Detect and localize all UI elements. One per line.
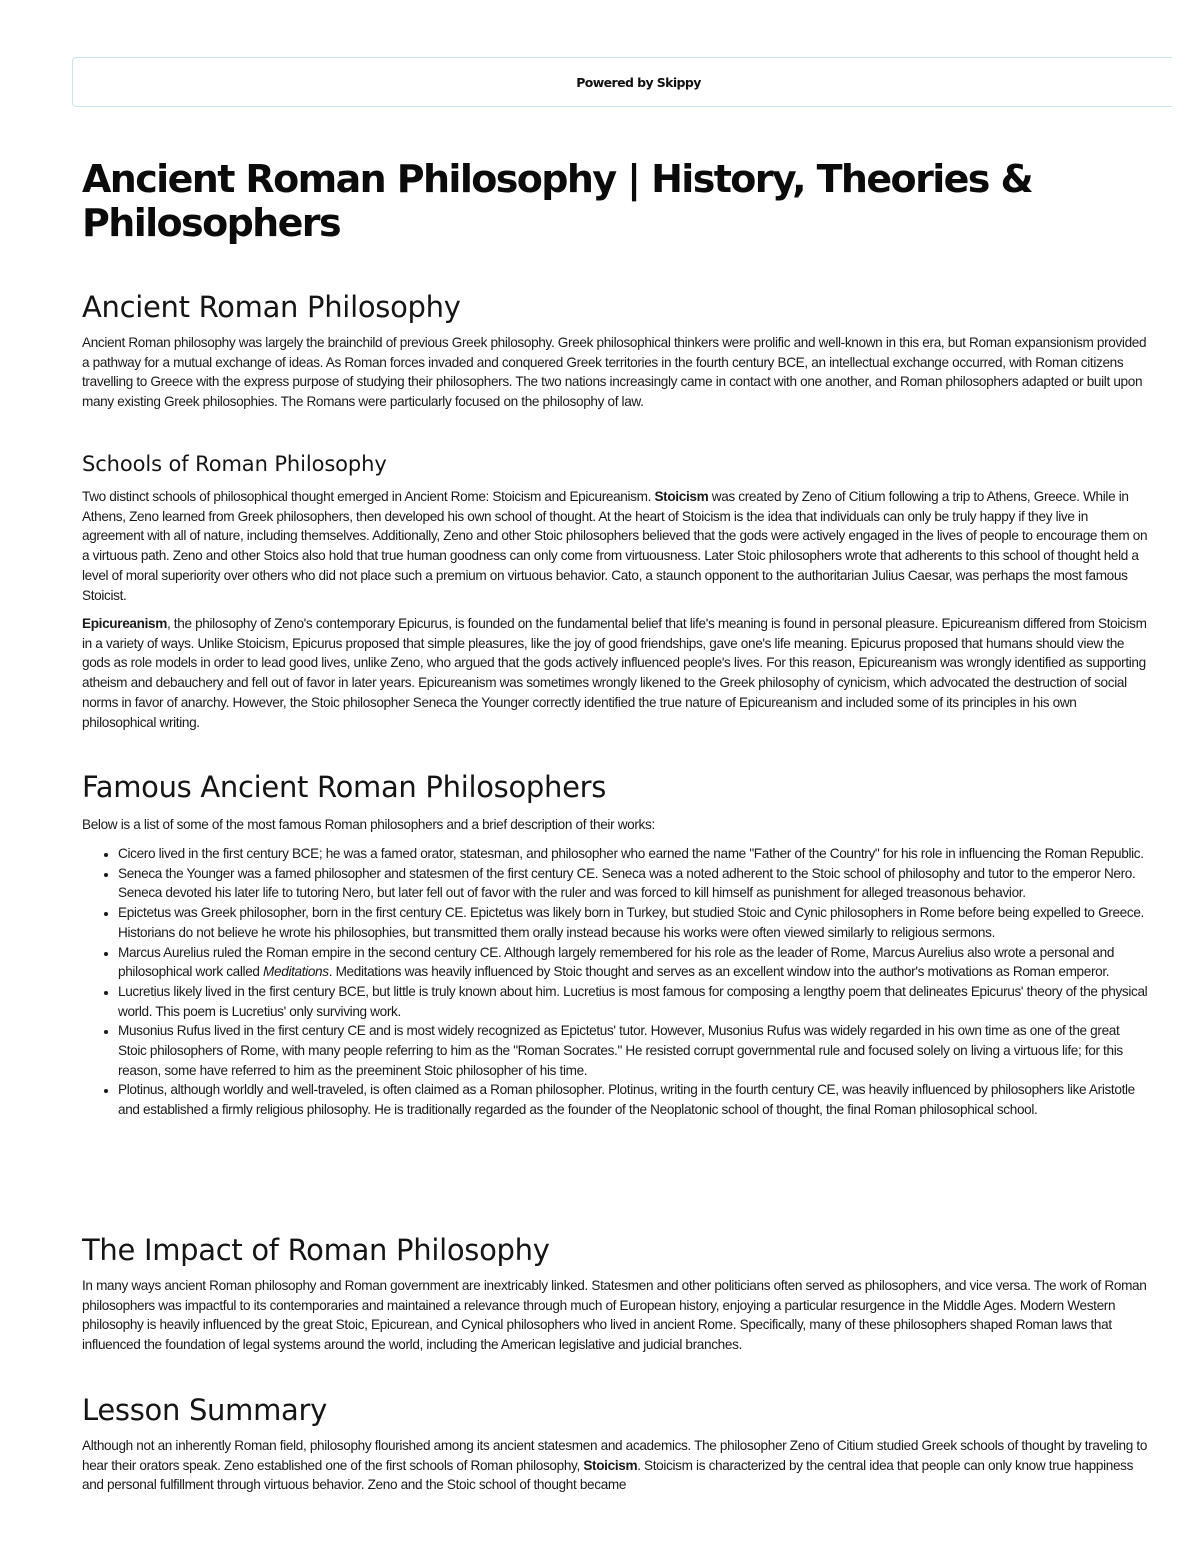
epicureanism-text: , the philosophy of Zeno's contemporary Epicurus, is founded on the fundamental belief that life's meaning is found in personal pleasure. Epicureanism differed from Stoicism in a variety of ways. Unlike Stoicism, Epicurus proposed that simple pleasures, like the joy of good friendships, gave one's life meaning. Epicurus proposed that humans should view the gods as role models in order to lead good lives, unlike Zeno, who argued that the gods actively influenced people's lives. For this reason, Epicureanism was wrongly identified as supporting atheism and debauchery and fell out of favor in later years. Epicureanism was sometimes wrongly likened to the Greek philosophy of cynicism, which advocated the destruction of social norms in favor of anarchy. However, the Stoic philosopher Seneca the Younger correctly identified the true nature of Epicureanism and included some of its principles in his own philosophical writing. [82, 616, 1147, 730]
page-title: Ancient Roman Philosophy | History, Theories & Philosophers [82, 157, 1032, 245]
list-item: • Lucretius likely lived in the first century BCE, but little is truly known about him. Lucretius is most famous for composing a lengthy poem that delineates Epicurus' theory of the physical world. This poem is Lucretius' only surviving work. [118, 982, 1150, 1021]
summary-stoicism-term: Stoicism [583, 1457, 638, 1473]
list-item [118, 943, 1150, 982]
epicureanism-paragraph [82, 614, 1150, 732]
list-item: • Cicero lived in the first century BCE; he was a famed orator, statesman, and philosopher who earned the name "Father of the Country" for his role in influencing the Roman Republic. [118, 844, 1150, 864]
list-item: • Plotinus, although worldly and well-traveled, is often claimed as a Roman philosopher. Plotinus, writing in the fourth century CE, was heavily influenced by philosophers like Aristotle and established a firmly religious philosophy. He is traditionally regarded as the founder of the Neoplatonic school of thought, the final Roman philosophical school. [118, 1080, 1150, 1119]
section-heading-famous-philosophers: Famous Ancient Roman Philosophers [82, 770, 607, 804]
stoicism-term: Stoicism [654, 489, 709, 504]
marcus-text-rest: . Meditations was heavily influenced by Stoic thought and serves as an excellent window into the author's motivations as Roman emperor. [328, 964, 1110, 980]
article [82, 0, 1150, 1553]
epicureanism-term: Epicureanism [82, 616, 167, 631]
stoicism-paragraph [82, 487, 1150, 605]
section-heading-ancient-roman-philosophy: Ancient Roman Philosophy [82, 290, 461, 324]
summary-paragraph [82, 1436, 1150, 1495]
section-heading-schools: Schools of Roman Philosophy [82, 452, 387, 476]
summary-text-rest: . Stoicism is characterized by the central idea that people can only know true happiness and personal fulfillment through virtuous behavior. Zeno and the Stoic school of thought became [82, 1457, 1134, 1493]
list-item: • Musonius Rufus lived in the first century CE and is most widely recognized as Epictetus' tutor. However, Musonius Rufus was widely regarded in his own time as one of the great Stoic philosophers of Rome, with many people referring to him as the "Roman Socrates." He resisted corrupt governmental rule and focused solely on living a virtuous life; for this reason, some have referred to him as the preeminent Stoic philosopher of his time. [118, 1021, 1150, 1080]
impact-paragraph: In many ways ancient Roman philosophy and Roman government are inextricably linked. Statesmen and other politicians often served as philosophers, and vice versa. The work of Roman philosophers was impactful to its contemporaries and maintained a relevance through much of European history, enjoying a particular resurgence in the Middle Ages. Modern Western philosophy is heavily influenced by the great Stoic, Epicurean, and Cynical philosophers who lived in ancient Rome. Specifically, many of these philosophers shaped Roman laws that influenced the foundation of legal systems around the world, including the American legislative and judicial branches. [82, 1278, 1147, 1353]
list-item: • Epictetus was Greek philosopher, born in the first century CE. Epictetus was likely born in Turkey, but studied Stoic and Cynic philosophers in Rome before being expelled to Greece. Historians do not believe he wrote his philosophies, but transmitted them orally instead because his works were often viewed similarly to religious sermons. [118, 903, 1150, 942]
meditations-title: Meditations [263, 964, 329, 980]
famous-intro: Below is a list of some of the most famous Roman philosophers and a brief description of their works: [82, 817, 655, 832]
section-heading-impact: The Impact of Roman Philosophy [82, 1233, 550, 1267]
section-heading-lesson-summary: Lesson Summary [82, 1393, 327, 1427]
list-item: • Seneca the Younger was a famed philosopher and statesmen of the first century CE. Seneca was a noted adherent to the Stoic school of philosophy and tutor to the emperor Nero. Seneca devoted his later life to tutoring Nero, but later fell out of favor with the ruler and was forced to kill himself as punishment for alleged treasonous behavior. [118, 864, 1150, 903]
intro-paragraph: Ancient Roman philosophy was largely the brainchild of previous Greek philosophy. Greek philosophical thinkers were prolific and well-known in this era, but Roman expansionism provided a pathway for a mutual exchange of ideas. As Roman forces invaded and conquered Greek territories in the fourth century BCE, an intellectual exchange occurred, with Roman citizens travelling to Greece with the express purpose of studying their philosophers. The two nations increasingly came in contact with one another, and Roman philosophers adapted or built upon many existing Greek philosophies. The Romans were particularly focused on the philosophy of law. [82, 335, 1147, 410]
stoicism-text-rest: was created by Zeno of Citium following a trip to Athens, Greece. While in Athens, Zeno learned from Greek philosophers, then developed his own school of thought. At the heart of Stoicism is the idea that individuals can only be truly happy if they live in agreement with all of nature, including themselves. Additionally, Zeno and other Stoic philosophers believed that the gods were actively engaged in the lives of people to encourage them on a virtuous path. Zeno and other Stoics also hold that true human goodness can only come from virtuousness. Later Stoic philosophers wrote that adherents to this school of thought held a level of moral superiority over others who did not place such a premium on virtuous behavior. Cato, a staunch opponent to the authoritarian Julius Caesar, was perhaps the most famous Stoicist. [82, 489, 1148, 603]
philosophers-list [82, 844, 1150, 1120]
stoicism-text-start: Two distinct schools of philosophical thought emerged in Ancient Rome: Stoicism and Epicureanism. [82, 489, 655, 504]
summary-text-start: Although not an inherently Roman field, philosophy flourished among its ancient statesmen and academics. The philosopher Zeno of Citium studied Greek schools of thought by traveling to hear their orators speak. Zeno established one of the first schools of Roman philosophy, [82, 1438, 1148, 1473]
marcus-text-start: Marcus Aurelius ruled the Roman empire in the second century CE. Although largely remembered for his role as the leader of Rome, Marcus Aurelius also wrote a personal and philosophical work called [118, 944, 1115, 980]
powered-by-text: Powered by Skippy [576, 75, 701, 90]
